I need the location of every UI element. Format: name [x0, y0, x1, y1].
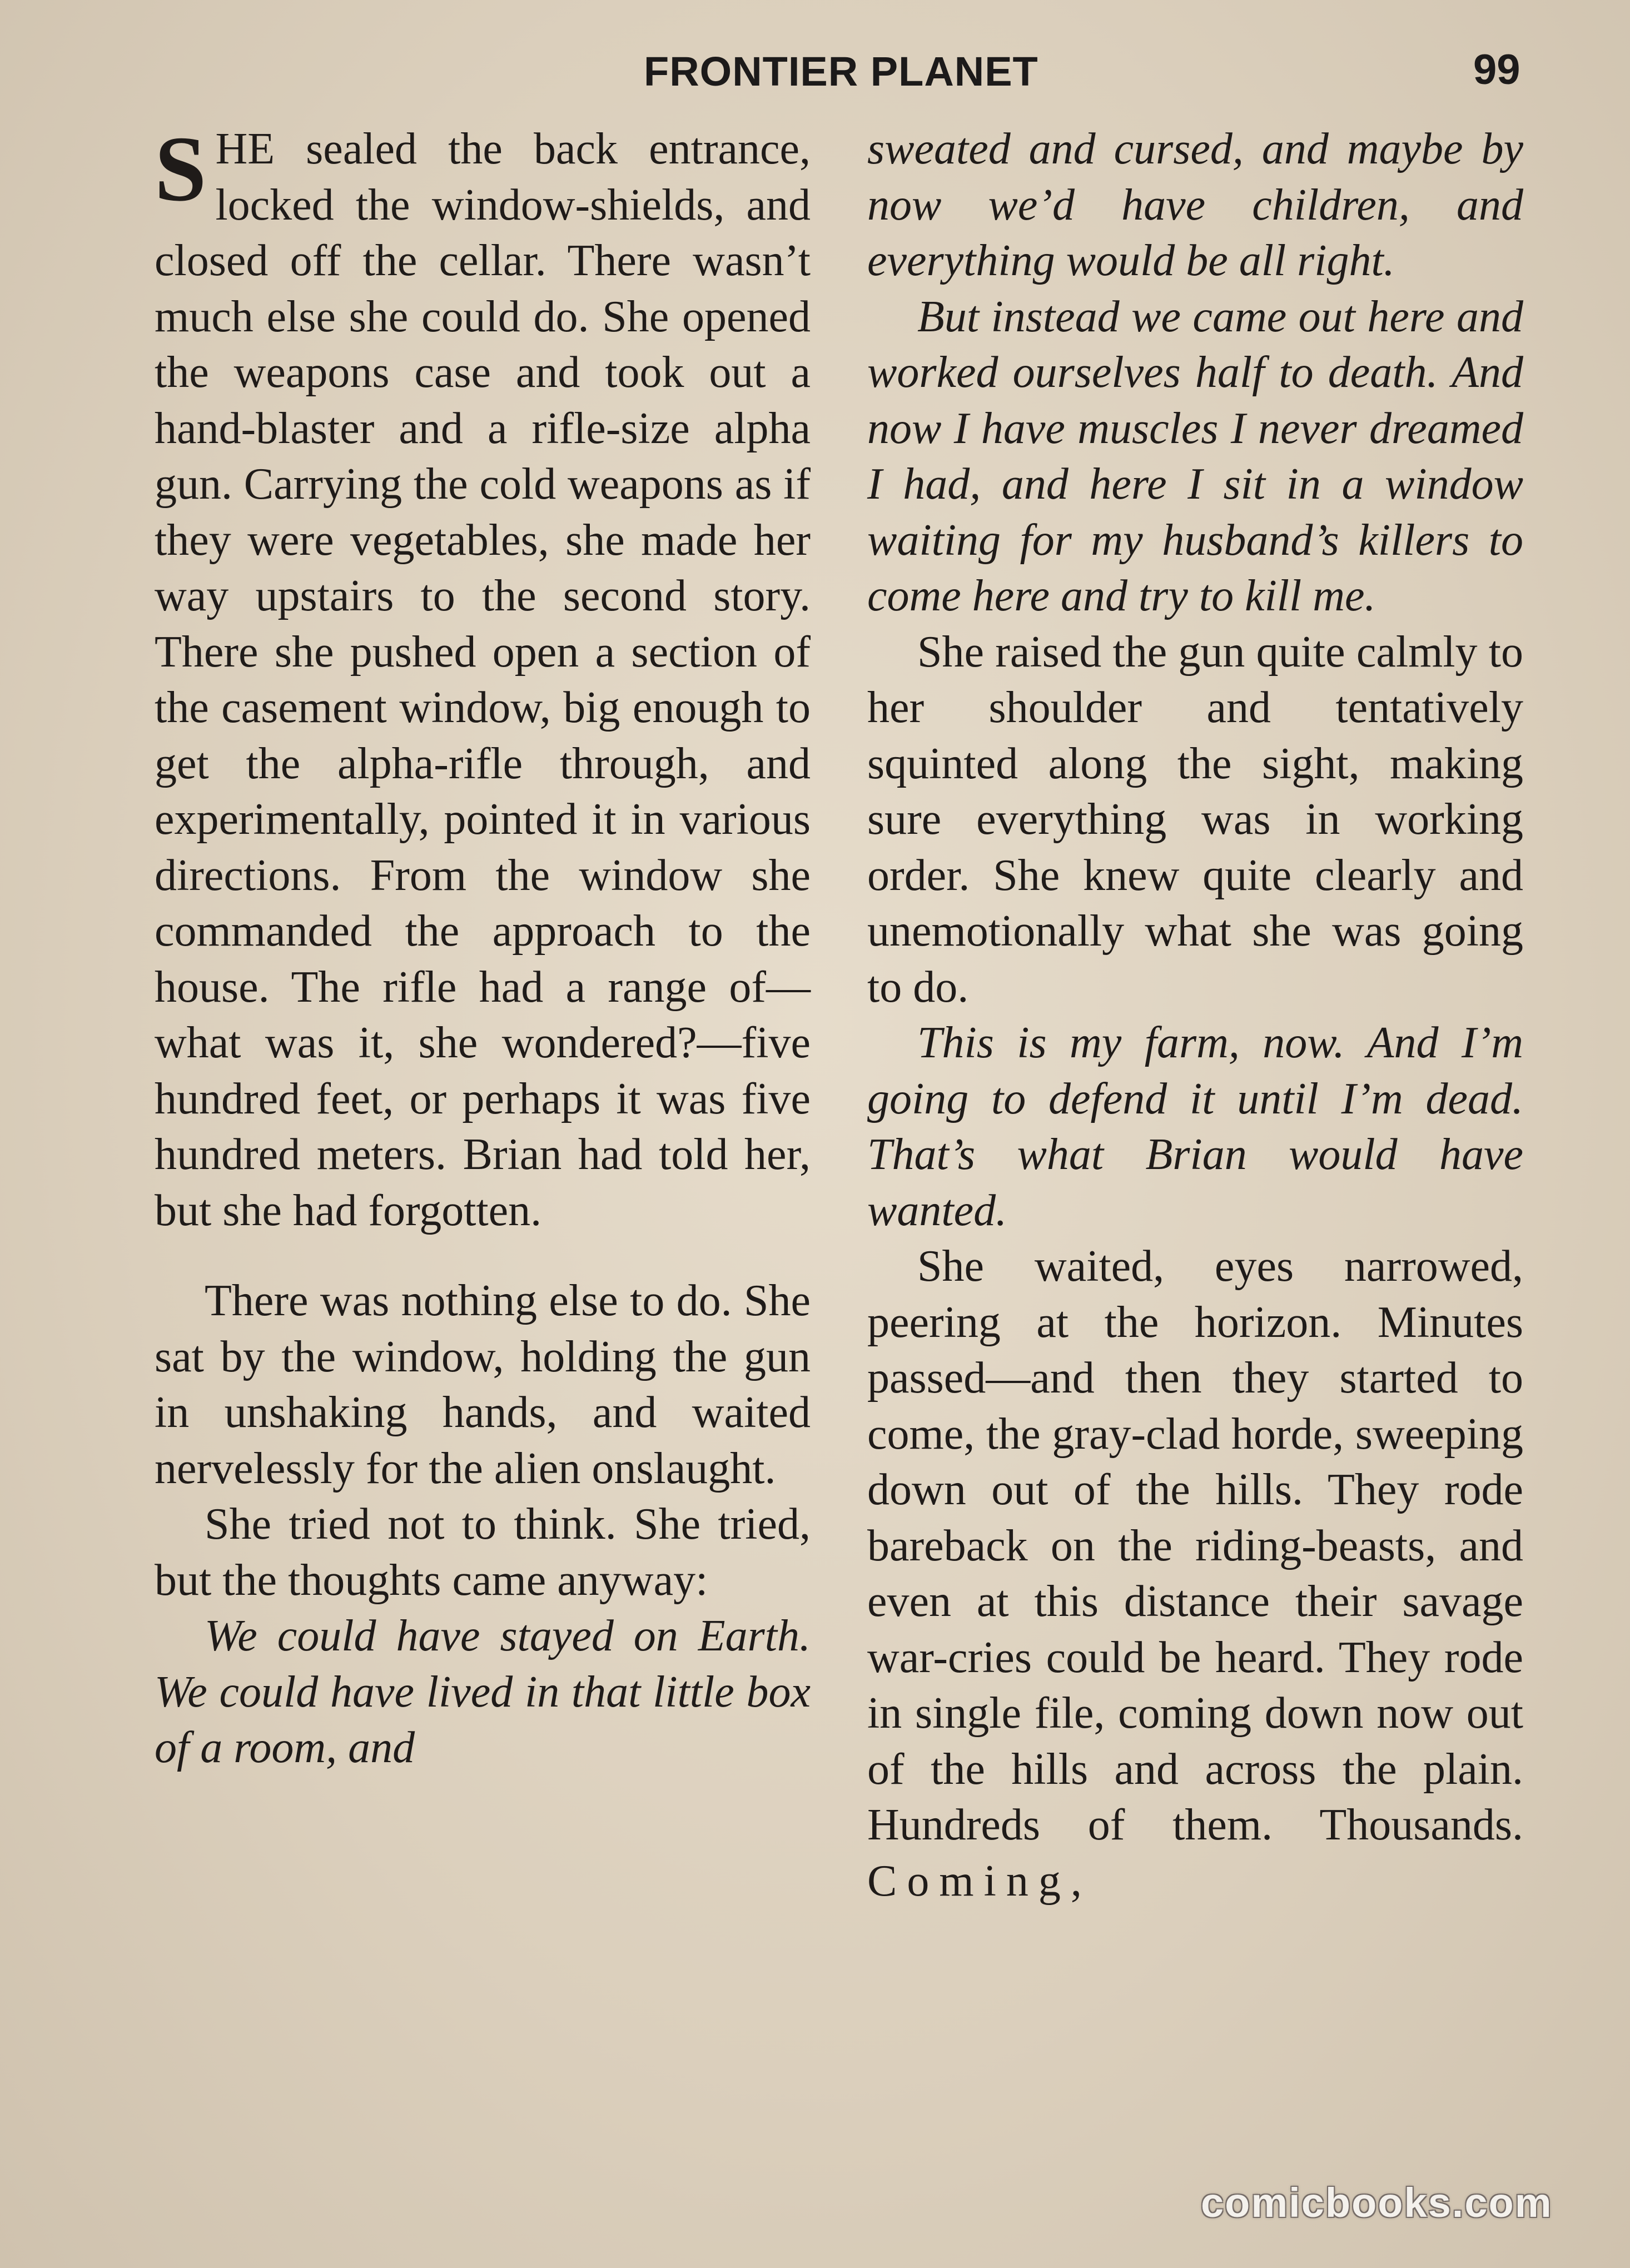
right-paragraph-5 [867, 1239, 1523, 1909]
left-paragraph-4: We could have stayed on Earth. We could have lived in that little box of a room, and [155, 1612, 811, 1772]
page-number: 99 [1473, 46, 1520, 93]
right-paragraph-4: This is my farm, now. And I’m going to defend it until I’m dead. That’s what Brian would have wanted. [867, 1018, 1523, 1235]
drop-cap: S [155, 117, 207, 221]
first-word-rest: HE [215, 125, 275, 173]
left-paragraph-1-text: sealed the back entrance, locked the window-shields, and closed off the cellar. There wasn’t much else she could do. She opened the weapons case and took out a hand-blaster and a rifle-size alpha gun. Carrying the cold weapons as if they were vegetables, she made her way upstairs to the second story. There she pushed open a section of the casement window, big enough to get the alpha-rifle through, and experimentally, pointed it in various directions. From the window she commanded the approach to the house. The rifle had a range of—what was it, she wondered?—five hundred feet, or perhaps it was five hundred meters. Brian had told her, but she had forgotten. [155, 125, 811, 1235]
right-paragraph-3: She raised the gun quite calmly to her shoulder and tentatively squinted along the sight, making sure everything was in working order. She knew quite clearly and unemotionally what she was going to do. [867, 627, 1523, 1012]
right-paragraph-5-text: She waited, eyes narrowed, peering at the horizon. Minutes passed—and then they started to come, the gray-clad horde, sweeping down out of the hills. They rode bareback on the riding-beasts, and even at this distance their savage war-cries could be heard. They rode in single file, coming down now out of the hills and across the plain. Hundreds of them. Thousands. [867, 1242, 1523, 1849]
right-paragraph-2: But instead we came out here and worked ourselves half to death. And now I have muscles I never dreamed I had, and here I sit in a window waiting for my husband’s killers to come here and try to kill me. [867, 292, 1523, 620]
left-paragraph-1 [155, 117, 811, 1239]
left-paragraph-3: She tried not to think. She tried, but the thoughts came anyway: [155, 1500, 811, 1605]
right-paragraph-5-end: Coming, [867, 1856, 1092, 1906]
left-column [155, 117, 811, 1776]
right-column [867, 121, 1523, 1909]
watermark-logo: comicbooks.com [1201, 2180, 1553, 2226]
page-header [0, 43, 1630, 105]
right-paragraph-1: sweated and cursed, and maybe by now we’d have children, and everything would be all right. [867, 125, 1523, 285]
running-title: FRONTIER PLANET [644, 48, 1038, 94]
left-paragraph-2: There was nothing else to do. She sat by the window, holding the gun in unshaking hands, and waited nervelessly for the alien onslaught. [155, 1276, 811, 1493]
